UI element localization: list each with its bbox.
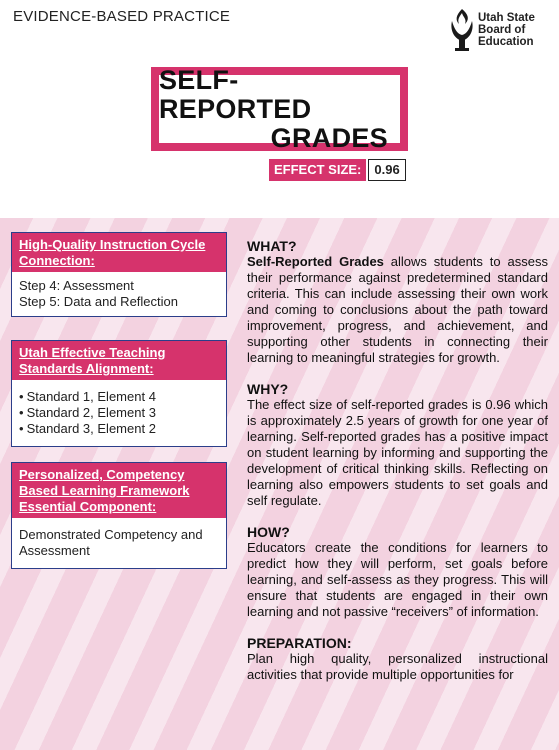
what-text: Self-Reported Grades allows students to assess their performance against predetermined standard criteria. This can include assessing their own work and coming to conclusions about the path toward improvement, progress, and achievement, and supporting other students in connecting their learning to meaningful strategies for growth. [247,254,548,365]
list-item: Demonstrated Competency and Assessment [19,527,203,558]
list-item: • Standard 3, Element 2 [19,421,219,437]
why-text: The effect size of self-reported grades is 0.96 which is approximately 2.5 years of growth for one year of learning. Self-reported grades has a positive impact on student learning by informing and supporting the development of critical thinking skills. Reflecting on learning also empowers students to set goals and self regulate. [247,397,548,508]
torch-icon [448,7,476,53]
what-lead: Self-Reported Grades [247,254,384,269]
category-label: EVIDENCE-BASED PRACTICE [13,8,231,25]
main-content [247,238,548,698]
how-heading: HOW? [247,524,290,540]
logo-text: Utah State Board of Education [478,12,535,48]
list-item: • Standard 2, Element 3 [19,405,219,421]
list-item: Step 5: Data and Reflection [19,294,178,309]
list-item: Step 4: Assessment [19,278,134,293]
effect-size-badge [269,159,406,181]
why-heading: WHY? [247,381,289,397]
preparation-text: Plan high quality, personalized instructional activities that provide multiple opportunities for [247,651,548,682]
pcbl-framework-box [11,462,227,569]
list-item: • Standard 1, Element 4 [19,389,219,405]
title-frame [151,64,408,153]
effect-size-label: EFFECT SIZE: [269,159,366,181]
hqi-cycle-heading: High-Quality Instruction Cycle Connection: [12,233,226,272]
what-heading: WHAT? [247,238,297,254]
preparation-heading: PREPARATION: [247,635,352,651]
effect-size-value: 0.96 [368,159,405,181]
page-title-line-1: SELF-REPORTED [159,64,312,124]
page-title-line-2: GRADES [270,122,388,153]
how-text: Educators create the conditions for learners to predict how they will perform, set goals before learning, and self-assess as they progress. This will ensure that students are engaged in their own learning and not passive “receivers” of information. [247,540,548,619]
uets-alignment-box [11,340,227,447]
hqi-cycle-box [11,232,227,317]
usbe-logo [448,6,552,54]
uets-alignment-heading: Utah Effective Teaching Standards Alignment: [12,341,226,380]
pcbl-framework-heading: Personalized, Competency Based Learning Framework Essential Component: [12,463,226,518]
